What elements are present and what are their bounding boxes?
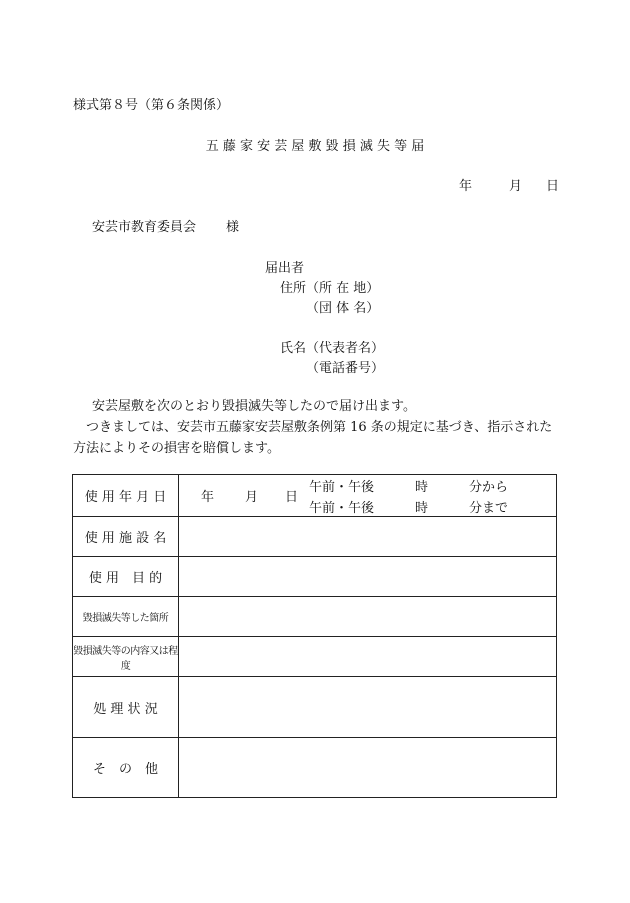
date-day: 日 [546, 179, 560, 194]
purpose-label: 使 用 目 的 [73, 557, 179, 597]
start-hour: 時 [415, 479, 429, 495]
addressee [92, 216, 239, 235]
date-year: 年 [459, 179, 473, 194]
usage-year: 年 [201, 490, 215, 505]
addressee-name: 安芸市教育委員会 [92, 220, 197, 235]
table-row-purpose [73, 557, 557, 597]
usage-month: 月 [245, 490, 259, 505]
body-paragraph-2: つきましては、安芸市五藤家安芸屋敷条例第 16 条の規定に基づき、指示された方法によりその損害を賠償します。 [73, 420, 553, 456]
table-row-other [73, 738, 557, 798]
notifier-group-label: （団 体 名） [306, 301, 380, 316]
usage-date-field[interactable] [179, 475, 557, 517]
status-field[interactable] [179, 677, 557, 738]
start-suffix: 分から [469, 479, 509, 495]
end-hour: 時 [415, 500, 429, 516]
other-label: そ の 他 [73, 738, 179, 798]
damage-detail-field[interactable] [179, 637, 557, 677]
status-label: 処 理 状 況 [73, 677, 179, 738]
end-ampm: 午前・午後 [309, 500, 375, 516]
start-ampm: 午前・午後 [309, 479, 375, 495]
table-row-damaged-part [73, 597, 557, 637]
notifier-name-label: 氏名（代表者名） [280, 341, 385, 356]
facility-field[interactable] [179, 517, 557, 557]
document-title: 五 藤 家 安 芸 屋 敷 毀 損 滅 失 等 届 [205, 139, 425, 154]
damaged-part-label: 毀損滅失等した箇所 [73, 597, 179, 637]
notifier-heading: 届出者 [265, 261, 305, 276]
damage-detail-label: 毀損滅失等の内容又は程度 [73, 637, 179, 677]
form-number: 様式第８号（第６条関係） [73, 98, 230, 113]
damage-report-table [72, 474, 557, 798]
purpose-field[interactable] [179, 557, 557, 597]
table-row-status [73, 677, 557, 738]
date-line [459, 175, 559, 194]
usage-day: 日 [285, 490, 299, 505]
body-paragraph-1: 安芸屋敷を次のとおり毀損滅失等したので届け出ます。 [92, 399, 416, 414]
notifier-address-label: 住所（所 在 地） [280, 281, 380, 296]
date-month: 月 [509, 179, 523, 194]
end-suffix: 分まで [469, 500, 509, 516]
facility-label: 使 用 施 設 名 [73, 517, 179, 557]
usage-date-label: 使 用 年 月 日 [73, 475, 179, 517]
table-row-damage-detail [73, 637, 557, 677]
table-row-usage-date [73, 475, 557, 517]
table-row-facility [73, 517, 557, 557]
other-field[interactable] [179, 738, 557, 798]
notifier-phone-label: （電話番号） [306, 361, 385, 376]
damaged-part-field[interactable] [179, 597, 557, 637]
addressee-honorific: 様 [226, 220, 240, 235]
